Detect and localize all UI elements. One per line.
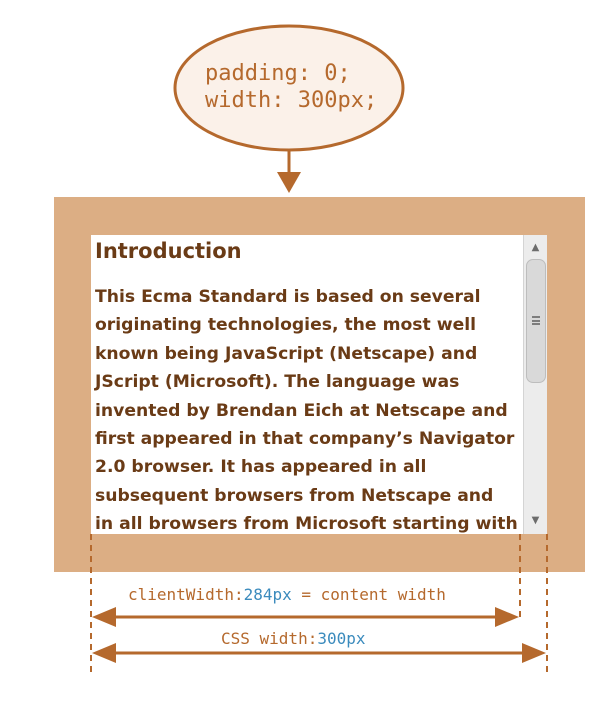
css-width-value: 300px bbox=[317, 629, 366, 648]
paragraph-line: 2.0 browser. It has appeared in all bbox=[95, 457, 427, 478]
paragraph-line: invented by Brendan Eich at Netscape and bbox=[95, 400, 508, 421]
client-width-suffix: = content width bbox=[291, 585, 446, 604]
content-heading: Introduction bbox=[95, 239, 242, 263]
client-width-value: 284px bbox=[243, 585, 292, 604]
client-width-arrow-right bbox=[495, 607, 519, 627]
callout-line-2: width: 300px; bbox=[205, 88, 378, 113]
client-width-caption bbox=[128, 585, 446, 604]
css-width-label: CSS width: bbox=[221, 629, 318, 648]
css-width-caption bbox=[221, 629, 366, 648]
client-width-label: clientWidth: bbox=[128, 585, 244, 604]
scroll-down-icon[interactable]: ▼ bbox=[531, 515, 540, 526]
paragraph-line: first appeared in that company’s Navigator bbox=[95, 429, 515, 450]
paragraph-line: known being JavaScript (Netscape) and bbox=[95, 343, 478, 364]
paragraph-line: in all browsers from Microsoft starting with bbox=[95, 514, 518, 534]
paragraph-line: This Ecma Standard is based on several bbox=[95, 287, 481, 307]
css-width-arrow-left bbox=[92, 643, 116, 663]
css-width-arrow-right bbox=[522, 643, 546, 663]
scroll-up-icon[interactable]: ▲ bbox=[531, 242, 540, 253]
paragraph-line: originating technologies, the most well bbox=[95, 315, 477, 336]
paragraph-line: JScript (Microsoft). The language was bbox=[95, 372, 460, 393]
client-width-arrow-left bbox=[92, 607, 116, 627]
callout-line-1: padding: 0; bbox=[205, 61, 351, 86]
paragraph-line: subsequent browsers from Netscape and bbox=[95, 485, 494, 506]
